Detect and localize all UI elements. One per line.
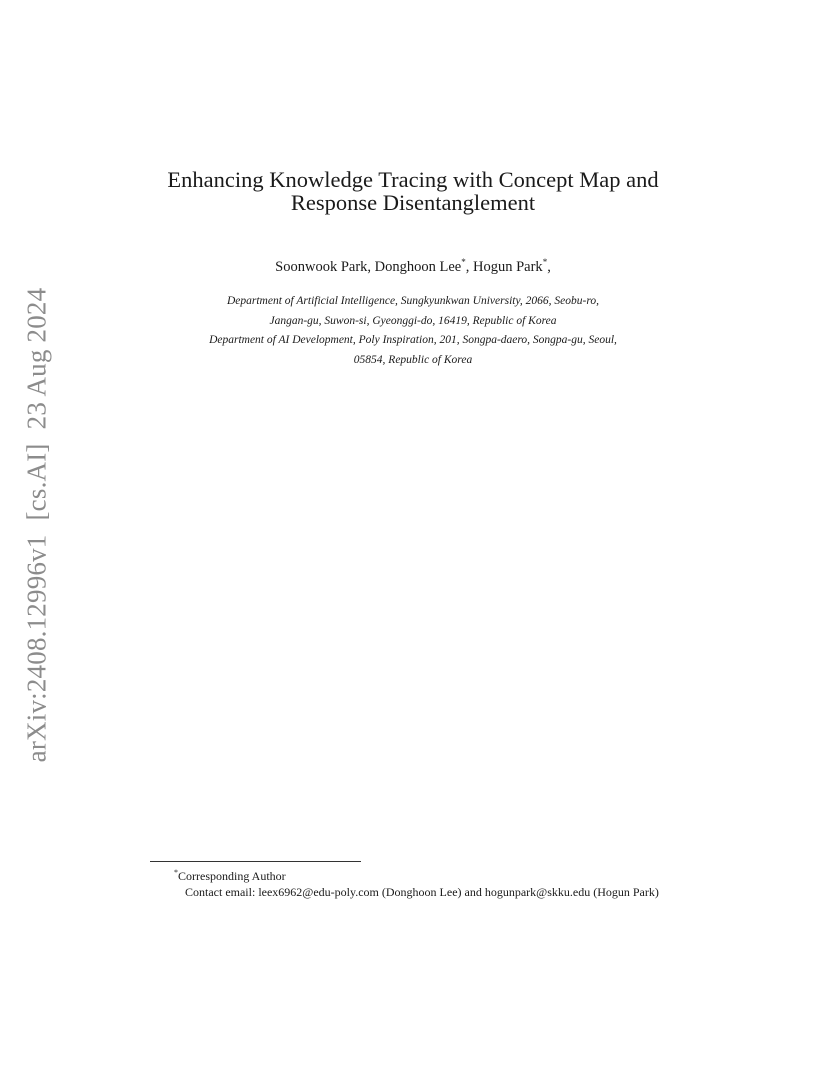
arxiv-date: 23 Aug 2024 [21,287,52,430]
arxiv-id: arXiv:2408.12996v1 [21,534,52,763]
author-separator: , [465,259,470,275]
corresponding-mark: * [542,257,548,267]
affiliations [150,292,676,370]
author-list [150,253,676,276]
title-line-2: Response Disentanglement [290,190,536,215]
footnote-corresponding-text: Corresponding Author [178,869,286,883]
footnote-mark: * [174,868,178,877]
author-hogun-park: Hogun Park [473,259,543,275]
author-separator: , [547,259,551,275]
affiliation-line-4: 05854, Republic of Korea [353,353,473,366]
affiliation-line-1: Department of Artificial Intelligence, Sungkyunkwan University, 2066, Seobu-ro, [226,295,600,307]
author-soonwook-park: Soonwook Park, [275,259,372,275]
paper-title [150,168,676,214]
affiliation-line-3: Department of AI Development, Poly Inspiration, 201, Songpa-daero, Songpa-gu, Seoul, [209,334,617,346]
author-donghoon-lee: Donghoon Lee [374,259,462,275]
footnote-contact: Contact email: leex6962@edu-poly.com (Donghoon Lee) and hogunpark@skku.edu (Hogun Park) [185,885,659,899]
footnote-divider [150,861,361,862]
arxiv-category: [cs.AI] [21,443,52,521]
corresponding-mark: * [461,257,466,267]
affiliation-line-2: Jangan-gu, Suwon-si, Gyeonggi-do, 16419, Republic of Korea [269,314,557,327]
title-line-1: Enhancing Knowledge Tracing with Concept Map and [167,167,659,192]
arxiv-identifier-stamp [22,288,53,763]
footnote [150,865,678,900]
footnote-corresponding [150,865,678,884]
